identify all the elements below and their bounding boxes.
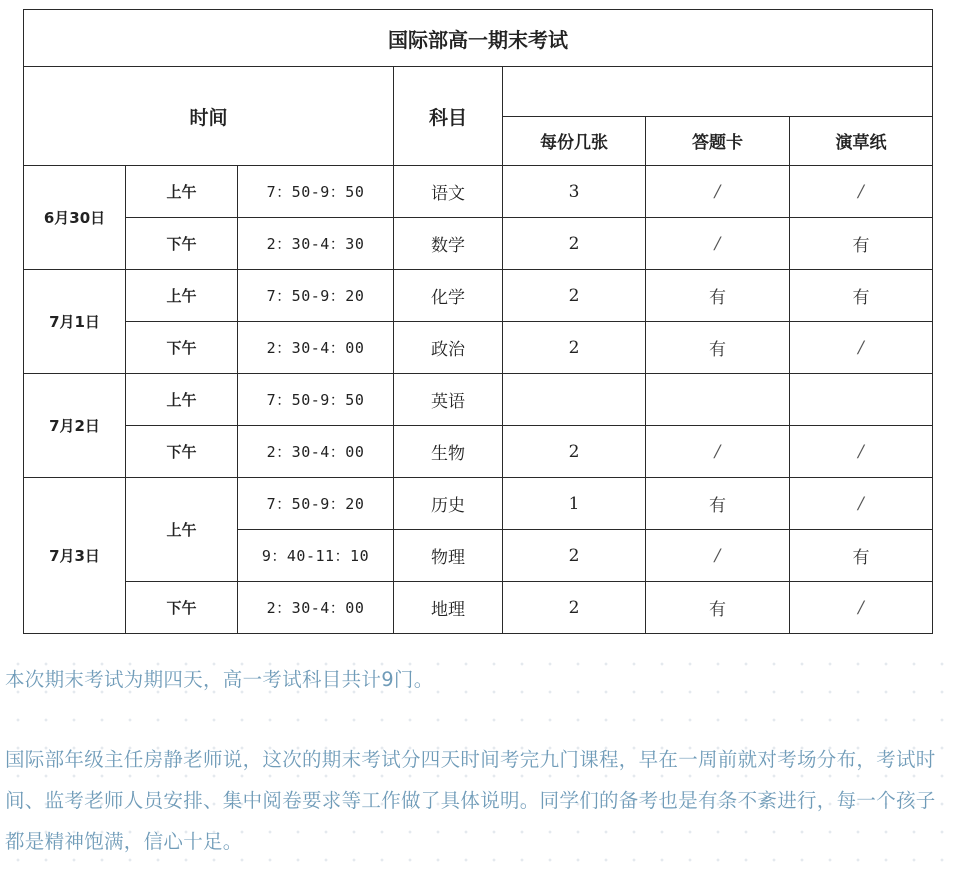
table-row: [24, 166, 933, 218]
table-row: [24, 218, 933, 270]
sheets-per-copy: 3: [503, 166, 646, 218]
table-row: [24, 270, 933, 322]
exam-half-day: 下午: [126, 218, 238, 270]
scratch-paper-cell: /: [790, 582, 933, 634]
sheets-per-copy: 2: [503, 582, 646, 634]
exam-subject: 英语: [394, 374, 503, 426]
answer-card-cell: /: [646, 426, 790, 478]
exam-half-day: 下午: [126, 582, 238, 634]
sheets-per-copy: 1: [503, 478, 646, 530]
exam-schedule-table: [23, 9, 933, 634]
exam-half-day: 上午: [126, 166, 238, 218]
sheets-per-copy: 2: [503, 530, 646, 582]
exam-subject: 语文: [394, 166, 503, 218]
answer-card-cell: 有: [646, 322, 790, 374]
table-row: [24, 582, 933, 634]
exam-date: 6月30日: [24, 166, 126, 270]
table-row: [24, 322, 933, 374]
answer-card-cell: /: [646, 530, 790, 582]
header-answer-card: 答题卡: [646, 116, 790, 166]
sheets-per-copy: 2: [503, 270, 646, 322]
exam-time: 7：50-9：50: [238, 166, 394, 218]
scratch-paper-cell: /: [790, 322, 933, 374]
exam-subject: 历史: [394, 478, 503, 530]
exam-subject: 生物: [394, 426, 503, 478]
answer-card-cell: [646, 374, 790, 426]
answer-card-cell: 有: [646, 582, 790, 634]
header-per-copy: 每份几张: [503, 116, 646, 166]
exam-subject: 物理: [394, 530, 503, 582]
sheets-per-copy: 2: [503, 426, 646, 478]
table-row: [24, 426, 933, 478]
header-blank: [503, 67, 933, 117]
exam-time: 7：50-9：20: [238, 478, 394, 530]
header-time: 时间: [24, 67, 394, 166]
answer-card-cell: 有: [646, 270, 790, 322]
exam-time: 2：30-4：00: [238, 582, 394, 634]
exam-time: 7：50-9：20: [238, 270, 394, 322]
answer-card-cell: 有: [646, 478, 790, 530]
table-row: [24, 374, 933, 426]
exam-half-day: 上午: [126, 478, 238, 582]
header-scratch-paper: 演草纸: [790, 116, 933, 166]
exam-subject: 政治: [394, 322, 503, 374]
exam-time: 2：30-4：30: [238, 218, 394, 270]
exam-subject: 地理: [394, 582, 503, 634]
answer-card-cell: /: [646, 166, 790, 218]
exam-half-day: 下午: [126, 426, 238, 478]
exam-half-day: 上午: [126, 270, 238, 322]
exam-half-day: 下午: [126, 322, 238, 374]
sheets-per-copy: 2: [503, 322, 646, 374]
answer-card-cell: /: [646, 218, 790, 270]
description-paragraph: 国际部年级主任房静老师说，这次的期末考试分四天时间考完九门课程，早在一周前就对考场分布，考试时间、监考老师人员安排、集中阅卷要求等工作做了具体说明。同学们的备考也是有条不紊进行，每一个孩子都是精神饱满，信心十足。: [5, 748, 936, 853]
sheets-per-copy: 2: [503, 218, 646, 270]
header-subject: 科目: [394, 67, 503, 166]
scratch-paper-cell: 有: [790, 270, 933, 322]
exam-subject: 数学: [394, 218, 503, 270]
exam-time: 2：30-4：00: [238, 322, 394, 374]
table-row: [24, 478, 933, 530]
scratch-paper-cell: /: [790, 426, 933, 478]
table-title: 国际部高一期末考试: [24, 10, 933, 67]
sheets-per-copy: [503, 374, 646, 426]
scratch-paper-cell: [790, 374, 933, 426]
exam-date: 7月2日: [24, 374, 126, 478]
exam-time: 7：50-9：50: [238, 374, 394, 426]
scratch-paper-cell: 有: [790, 218, 933, 270]
scratch-paper-cell: /: [790, 478, 933, 530]
summary-paragraph: 本次期末考试为期四天，高一考试科目共计9门。: [5, 668, 434, 691]
scratch-paper-cell: /: [790, 166, 933, 218]
exam-date: 7月3日: [24, 478, 126, 634]
exam-half-day: 上午: [126, 374, 238, 426]
exam-time: 9：40-11：10: [238, 530, 394, 582]
scratch-paper-cell: 有: [790, 530, 933, 582]
exam-subject: 化学: [394, 270, 503, 322]
exam-time: 2：30-4：00: [238, 426, 394, 478]
exam-date: 7月1日: [24, 270, 126, 374]
